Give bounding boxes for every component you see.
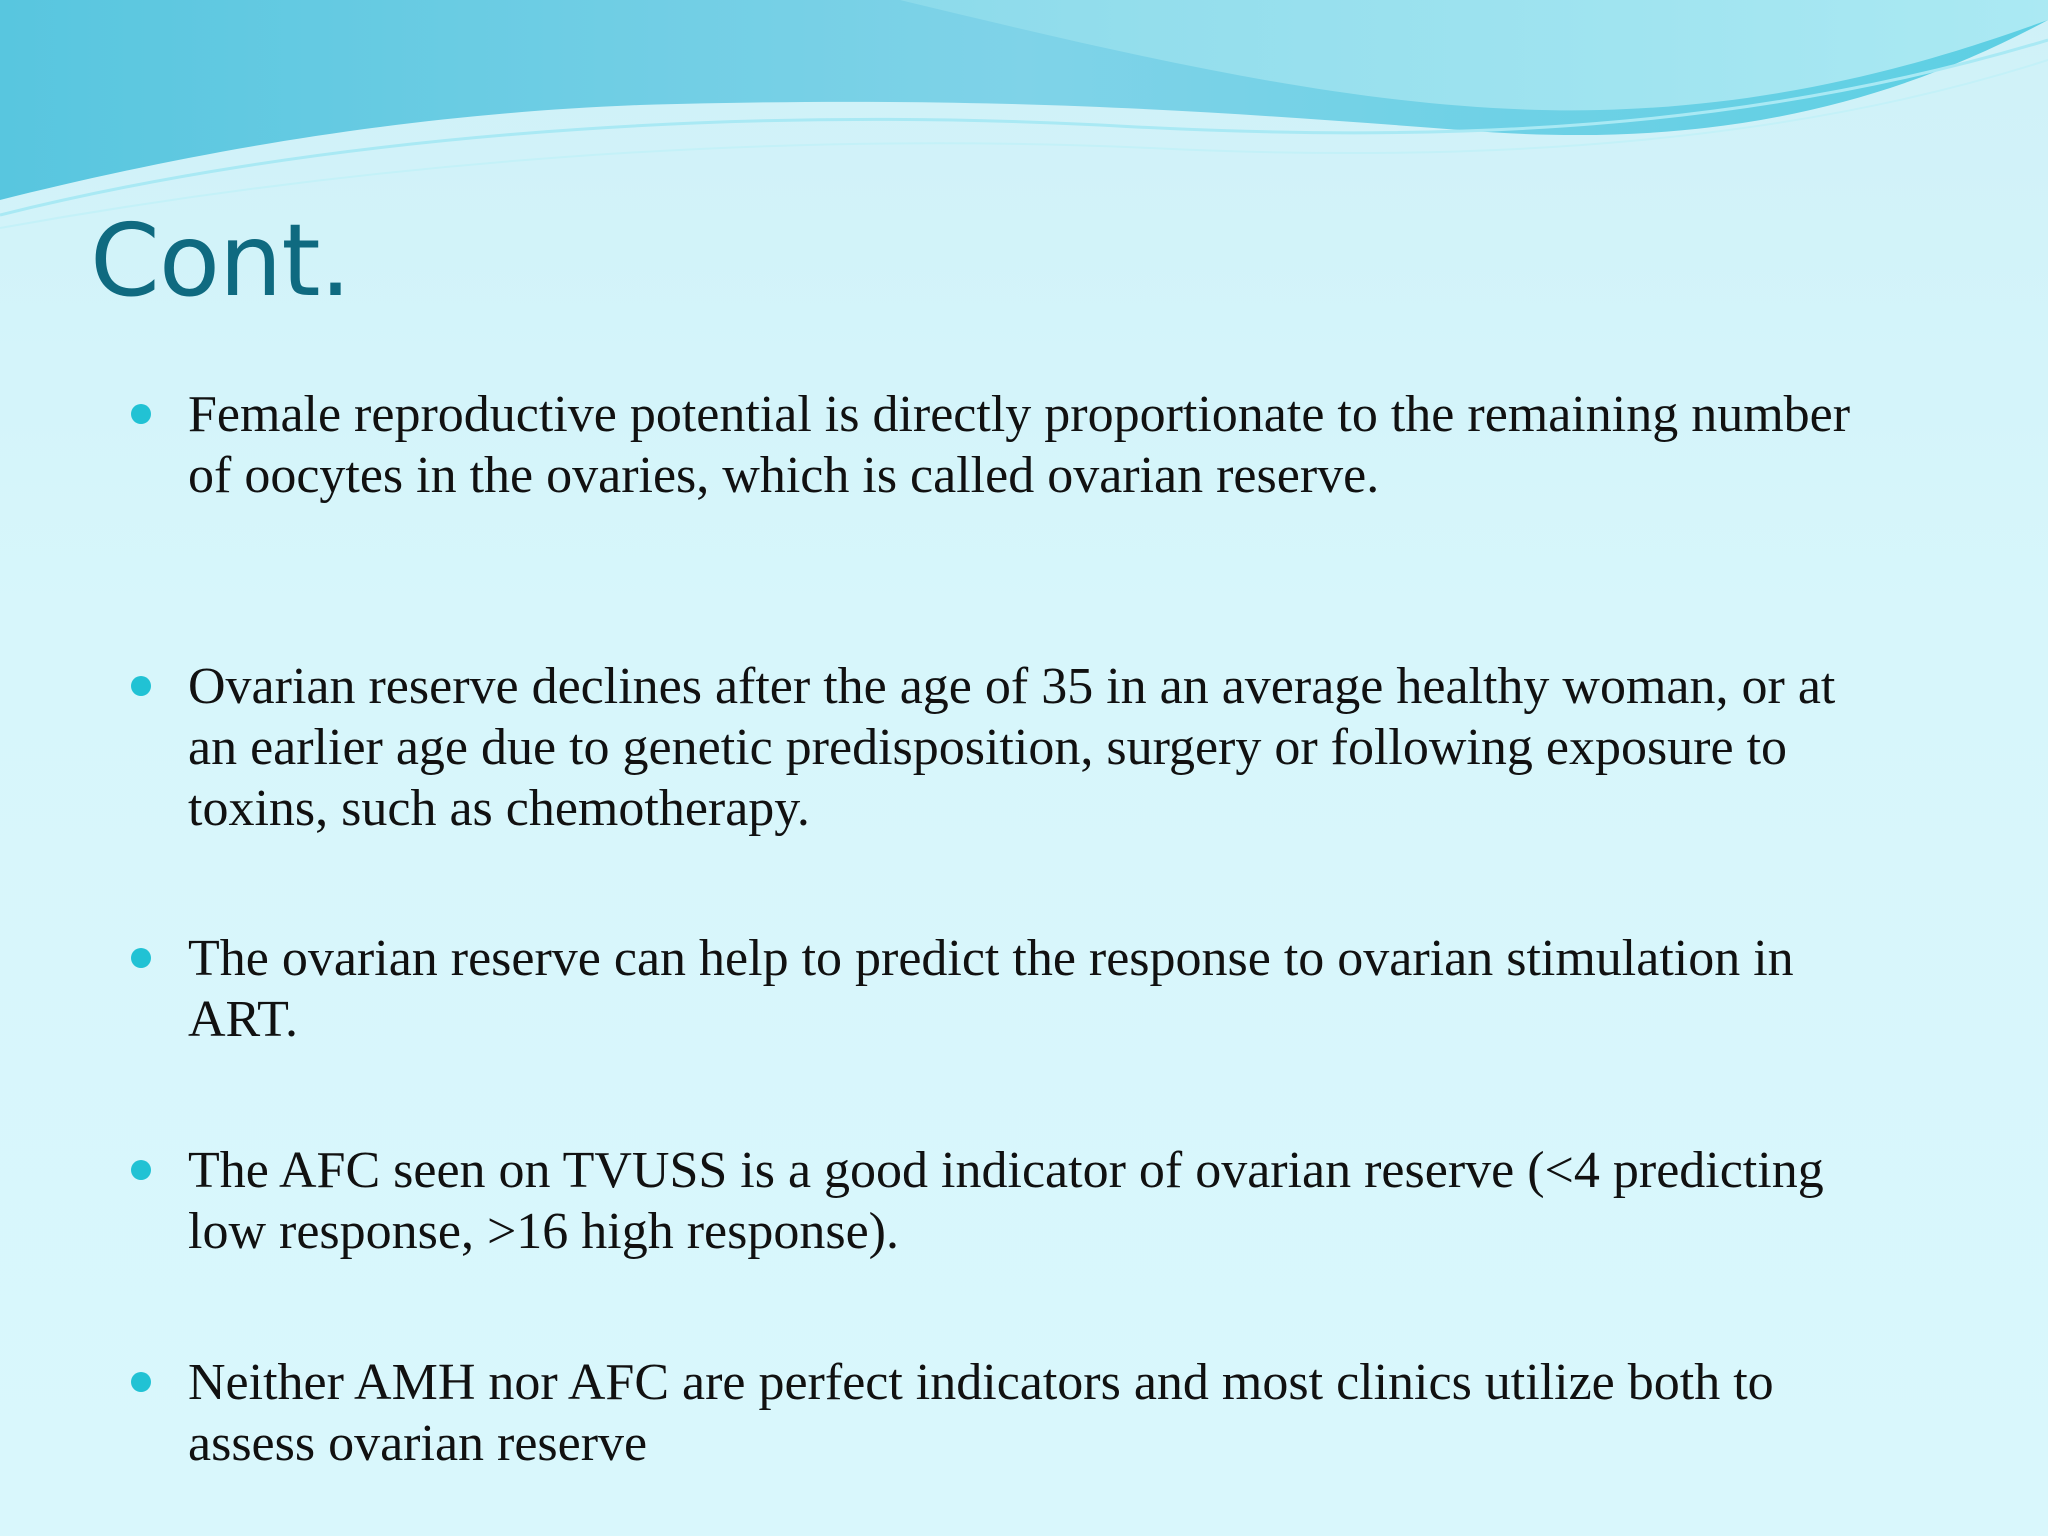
- bullet-dot: [131, 1160, 151, 1180]
- bullet-dot: [131, 948, 151, 968]
- bullet-dot: [131, 404, 151, 424]
- bullet-item: Neither AMH nor AFC are perfect indicators and most clinics utilize both to assess ovarian reserve: [188, 1354, 1774, 1472]
- bullet-item: The ovarian reserve can help to predict the response to ovarian stimulation in ART.: [188, 930, 1794, 1048]
- bullet-item: Female reproductive potential is directly proportionate to the remaining number of oocytes in the ovaries, which is called ovarian reserve.: [188, 386, 1851, 504]
- bullet-dot: [131, 676, 151, 696]
- bullet-item: The AFC seen on TVUSS is a good indicator of ovarian reserve (<4 predicting low response, >16 high response).: [188, 1142, 1824, 1260]
- slide-title: Cont.: [90, 202, 351, 319]
- bullet-dot: [131, 1372, 151, 1392]
- bullet-item: Ovarian reserve declines after the age of 35 in an average healthy woman, or at an earlier age due to genetic predisposition, surgery or following exposure to toxins, such as chemotherapy.: [188, 658, 1836, 837]
